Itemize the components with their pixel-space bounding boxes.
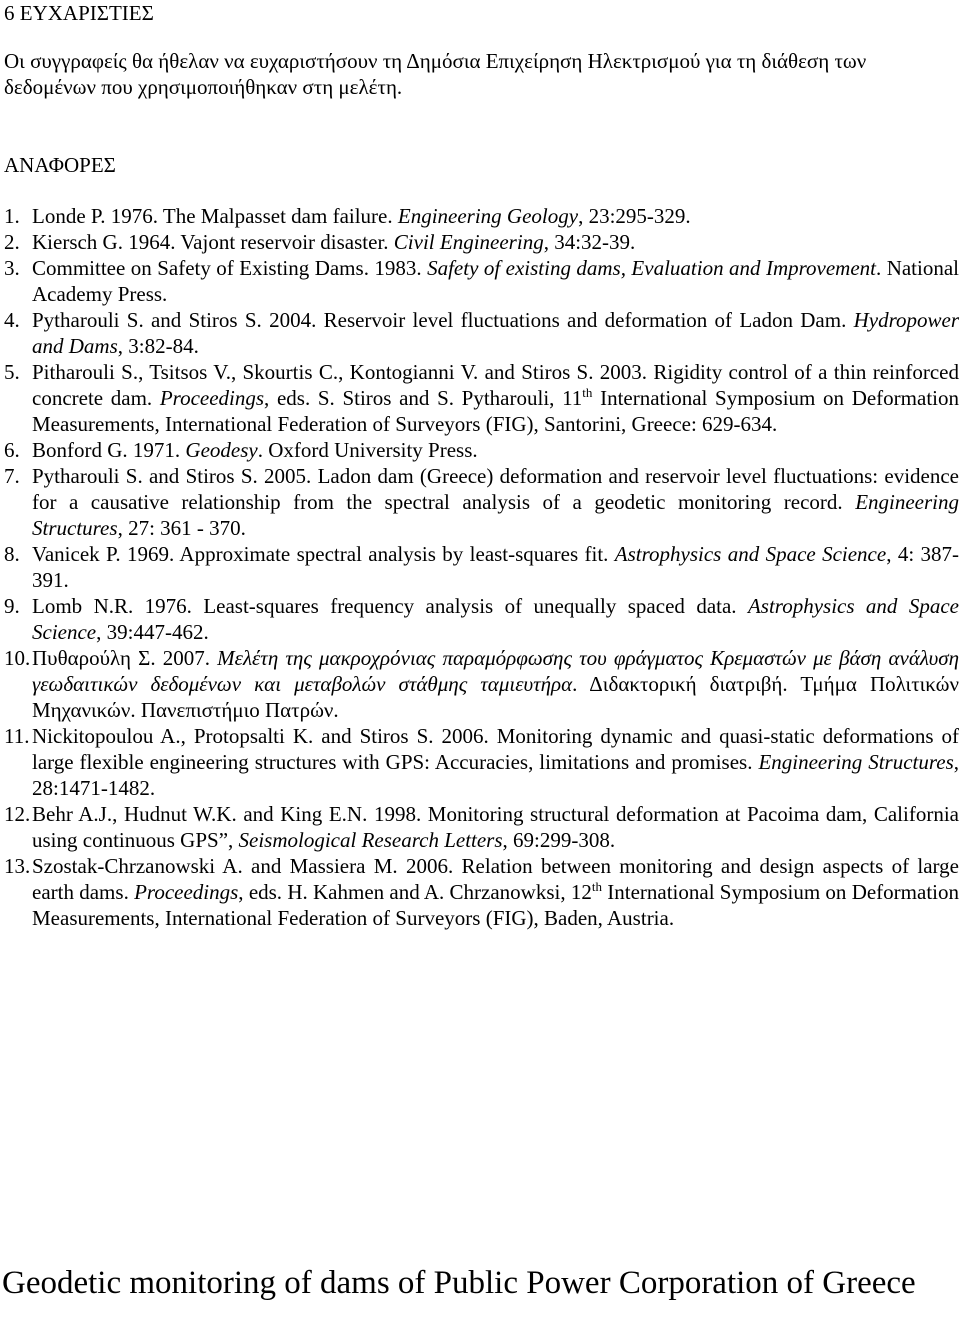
reference-text [32, 307, 959, 359]
reference-item [4, 437, 959, 463]
reference-text [32, 203, 959, 229]
reference-editors: , eds. H. Kahmen and A. Chrzanowksi, 12 [238, 880, 592, 904]
reference-item [4, 359, 959, 437]
reference-journal: Astrophysics and Space Science [614, 542, 887, 566]
reference-number: 6. [4, 438, 20, 462]
reference-journal: Civil Engineering [393, 230, 544, 254]
reference-number: 10. [4, 646, 31, 670]
reference-text [32, 853, 959, 931]
reference-volume-pages: , 3:82-84. [117, 334, 199, 358]
reference-list [4, 203, 959, 931]
reference-item [4, 541, 959, 593]
reference-item [4, 463, 959, 541]
reference-thesis-title: Μελέτη της μακροχρόνιας παραμόρφωσης του φράγματος Κρεμαστών με βάση ανάλυση γεωδαιτικών δεδομένων και μεταβολών στάθμης ταμιευτήρα [32, 646, 959, 696]
reference-number: 8. [4, 542, 20, 566]
reference-authors-year: Πυθαρούλη Σ. 2007. [32, 646, 218, 670]
reference-number: 9. [4, 594, 20, 618]
reference-number: 2. [4, 230, 20, 254]
reference-item [4, 203, 959, 229]
reference-item [4, 255, 959, 307]
reference-text [32, 229, 959, 255]
references-heading: ΑΝΑΦΟΡΕΣ [4, 153, 116, 177]
reference-volume-pages: , 4: 387-391. [32, 542, 960, 592]
ordinal-suffix: th [591, 879, 602, 894]
reference-journal: Seismological Research Letters [238, 828, 503, 852]
reference-volume-pages: , 39:447-462. [96, 620, 209, 644]
reference-number: 1. [4, 204, 20, 228]
acknowledgements-heading: 6 ΕΥΧΑΡΙΣΤΙΕΣ [4, 1, 154, 25]
reference-number: 7. [4, 464, 20, 488]
reference-text [32, 255, 959, 307]
reference-volume-pages: , 28:1471-1482. [32, 750, 960, 800]
reference-item [4, 229, 959, 255]
reference-item [4, 645, 959, 723]
reference-journal: Astrophysics and Space Science [32, 594, 959, 644]
reference-journal: Hydropower and Dams [32, 308, 959, 358]
reference-authors-year: Bonford G. 1971. [32, 438, 186, 462]
reference-text [32, 463, 959, 541]
reference-authors-title: Vanicek P. 1969. Approximate spectral analysis by least-squares fit. [32, 542, 615, 566]
reference-text [32, 723, 959, 801]
reference-number: 12. [4, 802, 31, 826]
reference-item [4, 853, 959, 931]
reference-editors: , eds. S. Stiros and S. Pytharouli, 11 [264, 386, 583, 410]
reference-text [32, 645, 959, 723]
reference-authors-title: Pytharouli S. and Stiros S. 2004. Reservoir level fluctuations and deformation of Ladon Dam. [32, 308, 854, 332]
reference-journal: Engineering Geology [397, 204, 579, 228]
reference-journal: Engineering Structures [32, 490, 959, 540]
reference-number: 5. [4, 360, 20, 384]
reference-authors-title: Pytharouli S. and Stiros S. 2005. Ladon dam (Greece) deformation and reservoir level fluctuations: evidence for a causative relationship from the spectral analysis of a geodetic monitoring record. [32, 464, 959, 514]
reference-item [4, 593, 959, 645]
reference-authors-title: Behr A.J., Hudnut W.K. and King E.N. 1998. Monitoring structural deformation at Pacoima dam, California using continuous GPS”, [32, 802, 959, 852]
reference-authors-title: Committee on Safety of Existing Dams. 1983. [32, 256, 428, 280]
running-footer-title: Geodetic monitoring of dams of Public Power Corporation of Greece [2, 1265, 916, 1301]
reference-volume-pages: , 23:295-329. [578, 204, 691, 228]
reference-item [4, 307, 959, 359]
reference-proceedings: Proceedings [159, 386, 265, 410]
acknowledgements-text: Οι συγγραφείς θα ήθελαν να ευχαριστήσουν τη Δημόσια Επιχείρηση Ηλεκτρισμού για τη διάθεση των δεδομένων που χρησιμοποιήθηκαν στη μελέτη. [4, 49, 867, 99]
reference-item [4, 801, 959, 853]
reference-text [32, 593, 959, 645]
reference-book-title: Safety of existing dams, Evaluation and Improvement [427, 256, 876, 280]
reference-text [32, 541, 959, 593]
reference-text [32, 437, 959, 463]
reference-publisher: . Oxford University Press. [257, 438, 478, 462]
reference-authors-title: Lomb N.R. 1976. Least-squares frequency analysis of unequally spaced data. [32, 594, 748, 618]
reference-journal: Engineering Structures [758, 750, 954, 774]
reference-institution: . Διδακτορική διατριβή. Τμήμα Πολιτικών Μηχανικών. Πανεπιστήμιο Πατρών. [32, 672, 959, 722]
reference-number: 4. [4, 308, 20, 332]
reference-volume-pages: , 27: 361 - 370. [117, 516, 246, 540]
reference-authors-title: Pitharouli S., Tsitsos V., Skourtis C., Kontogianni V. and Stiros S. 2003. Rigidity control of a thin reinforced concrete dam. [32, 360, 959, 410]
reference-item [4, 723, 959, 801]
ordinal-suffix: th [582, 385, 593, 400]
reference-volume-pages: , 34:32-39. [543, 230, 636, 254]
reference-authors-title: Nickitopoulou A., Protopsalti K. and Stiros S. 2006. Monitoring dynamic and quasi-static deformations of large flexible engineering structures with GPS: Accuracies, limitations and promises. [32, 724, 959, 774]
reference-authors-title: Londe P. 1976. The Malpasset dam failure. [32, 204, 398, 228]
reference-venue: International Symposium on Deformation Measurements, International Federation of Surveyors (FIG), Baden, Austria. [32, 880, 959, 930]
reference-number: 13. [4, 854, 31, 878]
reference-book-title: Geodesy [185, 438, 258, 462]
reference-proceedings: Proceedings [134, 880, 239, 904]
reference-authors-title: Szostak-Chrzanowski A. and Massiera M. 2006. Relation between monitoring and design aspects of large earth dams. [32, 854, 959, 904]
reference-publisher: . National Academy Press. [32, 256, 960, 306]
reference-number: 11. [4, 724, 30, 748]
reference-text [32, 801, 959, 853]
reference-authors-title: Kiersch G. 1964. Vajont reservoir disaster. [32, 230, 394, 254]
reference-text [32, 359, 959, 437]
reference-number: 3. [4, 256, 20, 280]
reference-venue: International Symposium on Deformation Measurements, International Federation of Surveyors (FIG), Santorini, Greece: 629-634. [32, 386, 959, 436]
reference-volume-pages: , 69:299-308. [502, 828, 616, 852]
